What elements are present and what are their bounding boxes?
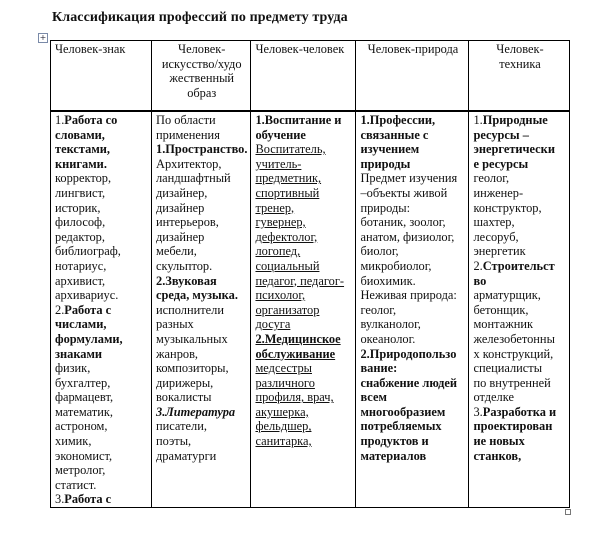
professions-table <box>50 40 570 508</box>
cell-text-line: скульптор. <box>156 258 213 273</box>
cell-text-line: досуга <box>255 317 291 332</box>
cell-text-line: вокалисты <box>156 390 212 405</box>
cell-text-line: ие новых <box>473 434 525 449</box>
cell-text-line: бетонщик, <box>473 302 529 317</box>
cell-text-line: корректор, <box>55 171 112 186</box>
cell-text-line: дизайнер <box>156 200 205 215</box>
cell-text-line: словами, <box>55 127 105 142</box>
cell-text-line: акушерка, <box>255 404 309 419</box>
cell-text-line: материалов <box>360 448 427 463</box>
cell-text-line: различного <box>255 375 315 390</box>
cell-text-line: бухгалтер, <box>55 375 111 390</box>
cell-text-line: формулами, <box>55 331 123 346</box>
cell-text-line: редактор, <box>55 229 105 244</box>
cell-text-line: математик, <box>55 404 113 419</box>
cell-text-line: гувернер, <box>255 215 306 230</box>
cell-text-line: ресурсы – <box>473 127 529 142</box>
cell-text-line: экономист, <box>55 448 113 463</box>
cell-text-line: фармацевт, <box>55 390 114 405</box>
cell-text-line: монтажник <box>473 317 534 332</box>
cell-text-line: потребляемых <box>360 419 442 434</box>
cell-text-line: физик, <box>55 361 91 376</box>
cell-text-line: специалисты <box>473 361 543 376</box>
table-header-row <box>51 41 570 112</box>
cell-text-line: статист. <box>55 477 97 492</box>
cell-text-line: снабжение людей <box>360 375 458 390</box>
cell-text-line: океанолог. <box>360 331 416 346</box>
cell-text-line: 3.Разработка и <box>473 404 557 419</box>
cell-text-line: среда, музыка. <box>156 288 238 303</box>
cell-text-line: писатели, <box>156 419 207 434</box>
cell-text-line: метролог, <box>55 463 106 478</box>
cell-text-line: вулканолог, <box>360 317 421 332</box>
table-resize-handle[interactable] <box>565 509 571 515</box>
header-label-line: Человек- <box>178 42 226 56</box>
cell-text-line: 1.Профессии, <box>360 113 436 127</box>
cell-text-line: микробиолог, <box>360 258 432 273</box>
cell-text-line: железобетонны <box>473 331 555 346</box>
header-label-line: Человек-человек <box>255 42 345 56</box>
cell-text-line: дефектолог, <box>255 229 318 244</box>
cell-text-line: химик, <box>55 434 92 449</box>
header-cell <box>51 41 152 112</box>
table-move-handle-icon[interactable]: + <box>39 33 47 42</box>
cell-text-line: интерьеров, <box>156 215 219 230</box>
cell-text-line: предметник, <box>255 171 322 186</box>
cell-text-line: применения <box>156 127 220 142</box>
cell-text-line: анатом, физиолог, <box>360 229 455 244</box>
cell-text-line: астроном, <box>55 419 108 434</box>
cell-text-line: педагог, педагог- <box>255 273 345 288</box>
cell-text-line: мебели, <box>156 244 197 259</box>
cell-text-line: 1.Природные <box>473 113 548 127</box>
cell-text-line: отделке <box>473 390 514 405</box>
cell-text-line: 1.Пространство. <box>156 142 248 157</box>
cell-text-line: –объекты живой <box>360 185 448 200</box>
cell-text-line: 3.Литература <box>156 404 236 419</box>
cell-text-line: связанные с <box>360 127 429 142</box>
cell-text-line: 3.Работа с <box>55 492 112 507</box>
cell-text-line: учитель- <box>255 156 302 171</box>
cell-text-line: многообразием <box>360 404 446 419</box>
cell-text-line: дирижеры, <box>156 375 214 390</box>
cell-text-line: 2.Строительст <box>473 258 555 273</box>
cell-text-line: обслуживание <box>255 346 336 361</box>
cell-text-line: текстами, <box>55 142 111 157</box>
cell-text-line: 2.Медицинское <box>255 331 341 346</box>
header-label-line: образ <box>187 85 217 100</box>
cell-text-line: 2.Работа с <box>55 302 112 317</box>
header-cell <box>152 41 251 112</box>
cell-text-line: организатор <box>255 302 320 317</box>
cell-text-line: арматурщик, <box>473 288 541 303</box>
cell-text-line: х конструкций, <box>473 346 554 361</box>
cell-text-line: Неживая природа: <box>360 288 457 303</box>
cell-human-sign <box>51 111 152 508</box>
cell-text-line: числами, <box>55 317 107 332</box>
cell-text-line: шахтер, <box>473 215 515 230</box>
cell-text-line: логопед, <box>255 244 301 259</box>
cell-text-line: архивариус. <box>55 288 119 303</box>
cell-text-line: во <box>473 273 487 288</box>
cell-text-line: психолог, <box>255 288 306 303</box>
header-label-line: Человек- <box>496 42 544 56</box>
header-cell <box>251 41 356 112</box>
cell-text-line: По области <box>156 113 216 127</box>
cell-text-line: проектирован <box>473 419 553 434</box>
cell-text-line: социальный <box>255 258 320 273</box>
cell-human-human <box>251 111 356 508</box>
cell-text-line: вание: <box>360 361 398 376</box>
cell-text-line: композиторы, <box>156 361 229 376</box>
cell-text-line: ландшафтный <box>156 171 231 186</box>
cell-text-line: 2.Природопользо <box>360 346 457 361</box>
cell-text-line: ботаник, зоолог, <box>360 215 446 230</box>
cell-text-line: биолог, <box>360 244 399 259</box>
cell-text-line: обучение <box>255 127 306 142</box>
cell-text-line: жанров, <box>156 346 199 361</box>
cell-text-line: дизайнер <box>156 229 205 244</box>
cell-text-line: геолог, <box>360 302 397 317</box>
cell-human-art <box>152 111 251 508</box>
cell-human-technology <box>469 111 570 508</box>
cell-text-line: лингвист, <box>55 185 106 200</box>
cell-text-line: драматурги <box>156 448 217 463</box>
cell-text-line: архивист, <box>55 273 106 288</box>
cell-text-line: лесоруб, <box>473 229 519 244</box>
cell-text-line: энергетически <box>473 142 555 157</box>
cell-text-line: всем <box>360 390 387 405</box>
cell-text-line: медсестры <box>255 361 312 376</box>
header-label-line: жественный <box>169 71 235 86</box>
cell-text-line: дизайнер, <box>156 185 208 200</box>
cell-text-line: 2.Звуковая <box>156 273 217 288</box>
header-label-line: искусство/худо <box>161 56 242 71</box>
cell-text-line: разных <box>156 317 194 332</box>
header-label-line: Человек-знак <box>55 42 126 56</box>
cell-text-line: по внутренней <box>473 375 551 390</box>
table-body-row <box>51 111 570 508</box>
cell-text-line: санитарка, <box>255 434 312 449</box>
cell-text-line: знаками <box>55 346 103 361</box>
document-title: Классификация профессий по предмету труда <box>52 10 348 25</box>
cell-text-line: станков, <box>473 448 522 463</box>
cell-text-line: тренер, <box>255 200 295 215</box>
cell-text-line: историк, <box>55 200 101 215</box>
cell-text-line: фельдшер, <box>255 419 312 434</box>
cell-human-nature <box>356 111 469 508</box>
cell-text-line: профиля, врач, <box>255 390 334 405</box>
cell-text-line: исполнители <box>156 302 224 317</box>
header-label-line: техника <box>499 56 541 71</box>
header-cell <box>356 41 469 112</box>
cell-text-line: инженер- <box>473 185 524 200</box>
cell-text-line: спортивный <box>255 185 320 200</box>
cell-text-line: биохимик. <box>360 273 416 288</box>
header-label-line: Человек-природа <box>367 42 459 56</box>
cell-text-line: конструктор, <box>473 200 542 215</box>
cell-text-line: энергетик <box>473 244 526 259</box>
cell-text-line: книгами. <box>55 156 107 171</box>
cell-text-line: философ, <box>55 215 106 230</box>
cell-text-line: природы <box>360 156 411 171</box>
cell-text-line: геолог, <box>473 171 510 186</box>
cell-text-line: музыкальных <box>156 331 228 346</box>
cell-text-line: 1.Воспитание и <box>255 113 342 127</box>
cell-text-line: е ресурсы <box>473 156 529 171</box>
header-cell <box>469 41 570 112</box>
cell-text-line: продуктов и <box>360 434 429 449</box>
cell-text-line: Предмет изучения <box>360 171 458 186</box>
cell-text-line: библиограф, <box>55 244 121 259</box>
cell-text-line: нотариус, <box>55 258 107 273</box>
cell-text-line: поэты, <box>156 434 192 449</box>
cell-text-line: Воспитатель, <box>255 142 326 157</box>
cell-text-line: Архитектор, <box>156 156 222 171</box>
cell-text-line: 1.Работа со <box>55 113 118 127</box>
cell-text-line: природы: <box>360 200 411 215</box>
cell-text-line: изучением <box>360 142 420 157</box>
